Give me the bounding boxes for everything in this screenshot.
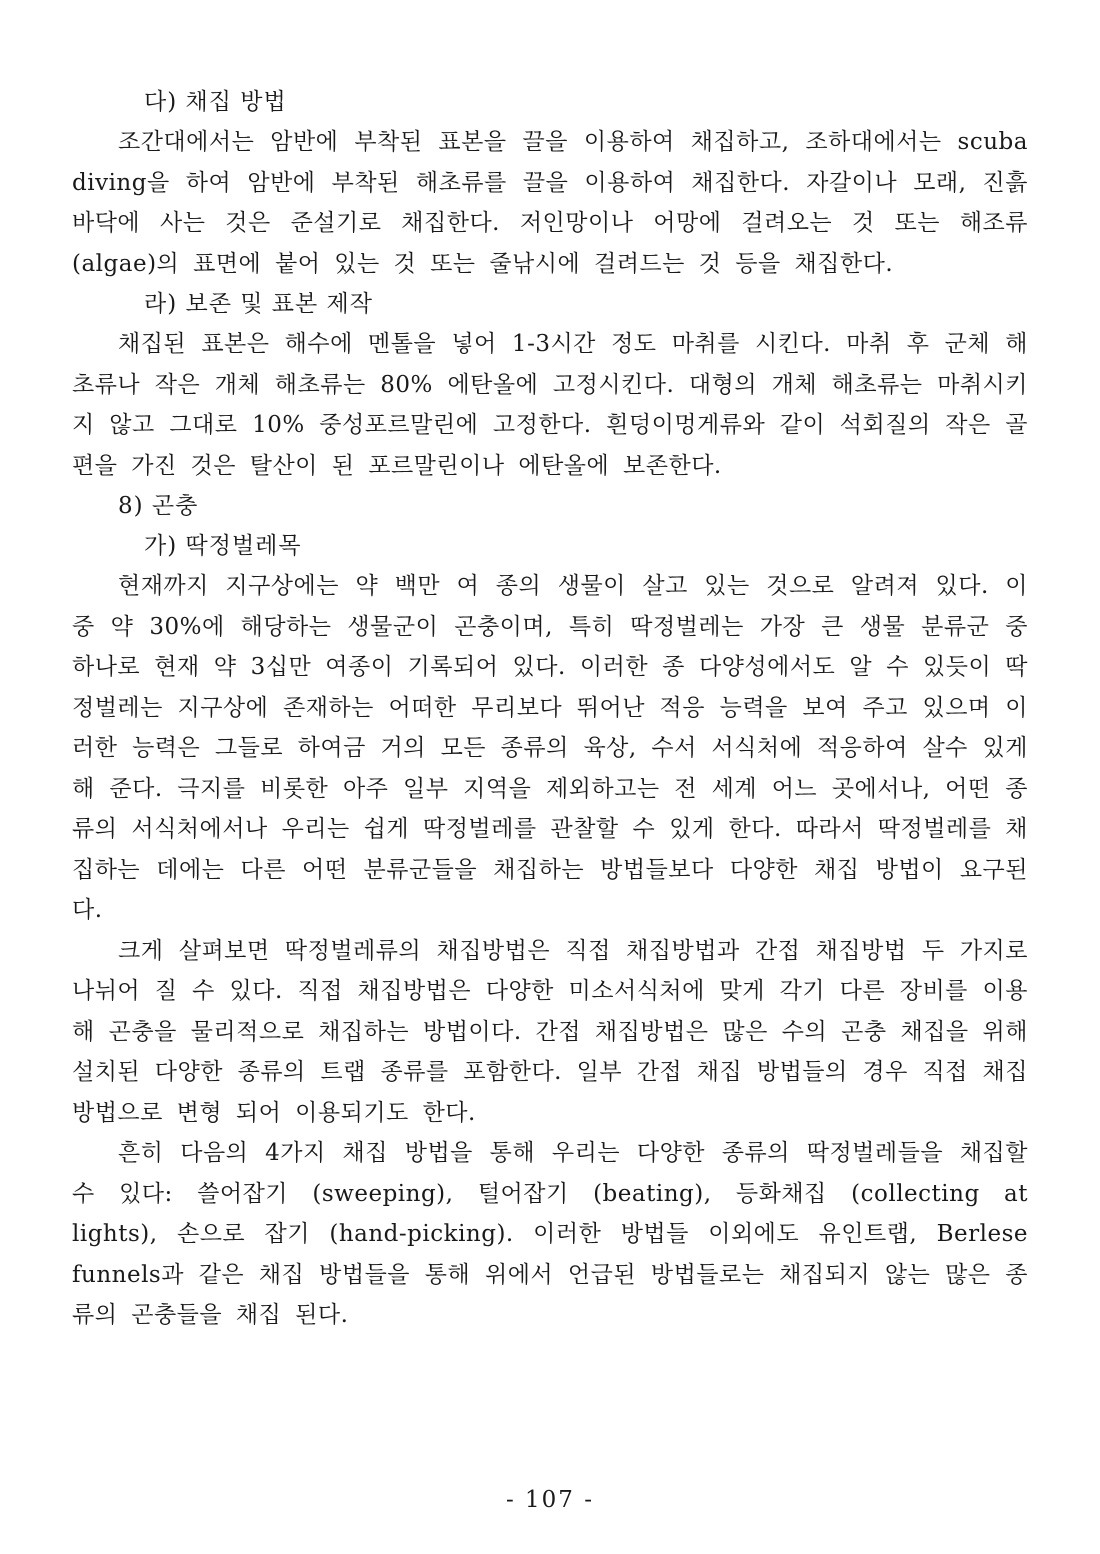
paragraph-collection-method: 조간대에서는 암반에 부착된 표본을 끌을 이용하여 채집하고, 조하대에서는 scuba diving을 하여 암반에 부착된 해초류를 끌을 이용하여 채집한다. 자갈이나 모래, 진흙 바닥에 사는 것은 준설기로 채집한다. 저인망이나 어망에 걸려오는 것 또는 해조류 (algae)의 표면에 붙어 있는 것 또는 줄낚시에 걸려드는 것 등을 채집한다. <box>72 129 1028 277</box>
section-heading-beetles: 가) 딱정벌레목 <box>144 533 302 559</box>
paragraph-beetles-methods: 크게 살펴보면 딱정벌레류의 채집방법은 직접 채집방법과 간접 채집방법 두 가지로 나뉘어 질 수 있다. 직접 채집방법은 다양한 미소서식처에 맞게 각기 다른 장비를 이용해 곤충을 물리적으로 채집하는 방법이다. 간접 채집방법은 많은 수의 곤충 채집을 위해 설치된 다양한 종류의 트랩 종류를 포함한다. 일부 간접 채집 방법들의 경우 직접 채집방법으로 변형 되어 이용되기도 한다. <box>72 937 1028 1126</box>
section-heading-insects: 8) 곤충 <box>118 493 199 519</box>
paragraph-beetles-techniques: 흔히 다음의 4가지 채집 방법을 통해 우리는 다양한 종류의 딱정벌레들을 채집할 수 있다: 쓸어잡기 (sweeping), 털어잡기 (beating), 등화채집 (collecting at lights), 손으로 잡기 (hand-picking). 이러한 방법들 이외에도 유인트랩, Berlese funnels과 같은 채집 방법들을 통해 위에서 언급된 방법들로는 채집되지 않는 많은 종류의 곤충들을 채집 된다. <box>72 1140 1028 1328</box>
page-number: - 107 - <box>505 1487 595 1513</box>
document-page <box>72 82 1028 1336</box>
paragraph-preservation: 채집된 표본은 해수에 멘톨을 넣어 1-3시간 정도 마취를 시킨다. 마취 후 군체 해초류나 작은 개체 해초류는 80% 에탄올에 고정시킨다. 대형의 개체 해초류는 마취시키지 않고 그대로 10% 중성포르말린에 고정한다. 흰덩이멍게류와 같이 석회질의 작은 골편을 가진 것은 탈산이 된 포르말린이나 에탄올에 보존한다. <box>72 331 1028 479</box>
paragraph-beetles-intro: 현재까지 지구상에는 약 백만 여 종의 생물이 살고 있는 것으로 알려져 있다. 이 중 약 30%에 해당하는 생물군이 곤충이며, 특히 딱정벌레는 가장 큰 생물 분류군 중 하나로 현재 약 3십만 여종이 기록되어 있다. 이러한 종 다양성에서도 알 수 있듯이 딱정벌레는 지구상에 존재하는 어떠한 무리보다 뛰어난 적응 능력을 보여 주고 있으며 이러한 능력은 그들로 하여금 거의 모든 종류의 육상, 수서 서식처에 적응하여 살수 있게 해 준다. 극지를 비롯한 아주 일부 지역을 제외하고는 전 세계 어느 곳에서나, 어떤 종류의 서식처에서나 우리는 쉽게 딱정벌레를 관찰할 수 있게 한다. 따라서 딱정벌레를 채집하는 데에는 다른 어떤 분류군들을 채집하는 방법들보다 다양한 채집 방법이 요구된다. <box>72 573 1028 923</box>
section-heading-preservation: 라) 보존 및 표본 제작 <box>144 291 373 317</box>
section-heading-collection-method: 다) 채집 방법 <box>144 89 287 115</box>
